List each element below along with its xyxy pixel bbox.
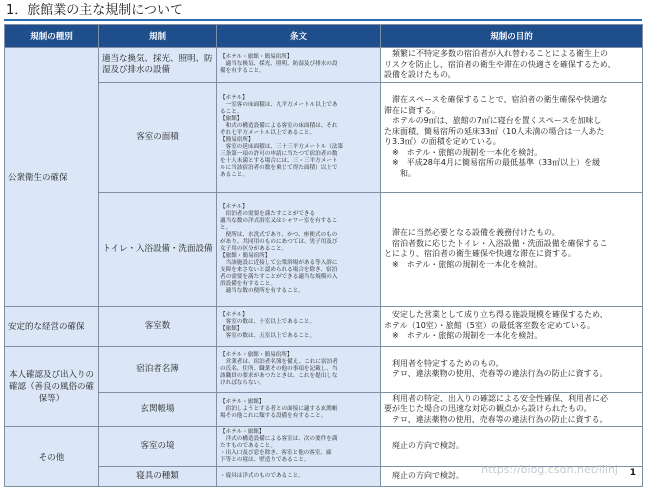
regulation-bath-toilet: トイレ・入浴設備・洗面設備	[99, 192, 217, 306]
page-title: 1．旅館業の主な規制について	[6, 3, 184, 18]
article-line: を十人未満とする場合には、三・三平方メート	[220, 158, 338, 164]
article-line: ること。	[220, 109, 243, 115]
header-category: 規制の種別	[5, 25, 99, 48]
article-line: 支障を来さないと認められる場合を除き、宿泊	[220, 266, 338, 273]
purpose-line: テロ、違法薬物の使用、売春等の違法行為の防止に資する。	[384, 414, 608, 424]
category-other: その他	[5, 427, 99, 487]
article-line: 宿泊しようとする者との面接に適する玄関帳	[220, 405, 338, 412]
article-line: 【ホテル】	[220, 95, 248, 101]
article-line: ぞれ七平方メートル以上であること。	[220, 130, 316, 136]
article-line: 【ホテル】	[220, 312, 248, 318]
article-line: 和式の構造設備による客室の床面積は、それ	[220, 123, 338, 129]
article-line: 洋式の構造設備による客室は、次の要件を満	[220, 436, 338, 442]
article-line: 一室客の床面積は、九平方メートル以上であ	[220, 102, 338, 108]
purpose-cell	[381, 82, 643, 192]
purpose-line: 宿泊者数に応じたトイレ・入浴設備・洗面設備を確保するこ	[384, 238, 608, 248]
purpose-cell	[381, 427, 643, 467]
purpose-cell	[381, 192, 643, 306]
purpose-line: 安定した営業として成り立ち得る施設規模を確保するため、	[384, 310, 608, 320]
purpose-cell	[381, 392, 643, 427]
purpose-line: り3.3㎡）の面積を定めている。	[384, 137, 501, 146]
article-line: 【ホテル・旅館・簡易宿所】	[220, 54, 293, 61]
page-number: 1	[629, 468, 636, 478]
purpose-cell	[381, 48, 643, 83]
purpose-line: ※ ホテル・旅館の規制を一本化を検討。	[384, 147, 543, 157]
purpose-line: 廃止の方向で検討。	[384, 441, 464, 451]
article-line: 適当な数の洋式浴室又はシャワー室を有するこ	[220, 217, 338, 224]
header-regulation: 規制	[99, 25, 217, 48]
purpose-line: 和。	[384, 168, 416, 178]
purpose-line: 利用者を特定するためのもの。	[384, 358, 504, 368]
table-row	[5, 306, 643, 346]
article-line: 【ホテル・旅館】	[220, 429, 265, 435]
purpose-line: 廃止の方向で検討。	[384, 471, 464, 481]
article-line: 該職員の要求があつたときは、これを提出しな	[220, 372, 338, 379]
article-line: 三条第一項の許可の申請に当たつて宿泊者の数	[220, 151, 338, 157]
purpose-line: リスクを防止し、宿泊者の衛生や滞在の快適さを確保するため、	[384, 59, 616, 69]
table-row	[5, 392, 643, 427]
article-line: たすものであること。	[220, 443, 276, 449]
article-line: 【ホテル・旅館】	[220, 398, 265, 405]
article-line: 客室の延床面積は、三十三平方メートル（法第	[220, 144, 344, 150]
purpose-line: 滞在に当然必要となる設備を義務付けたもの。	[384, 228, 560, 237]
watermark-url: https://blog.csdn.net/lilhj	[481, 463, 618, 476]
article-cell	[217, 82, 381, 192]
article-line: 適当な換気、採光、照明、防湿及び排水の設	[220, 61, 338, 68]
article-line: の氏名、住所、職業その他の事項を記載し、当	[220, 365, 338, 372]
purpose-line: た床面積、簡易宿所の延床33㎡（10人未満の場合は一人あた	[384, 126, 605, 136]
article-line: 【旅館・簡易宿所】	[220, 252, 271, 259]
article-cell	[217, 346, 381, 392]
purpose-cell	[381, 346, 643, 392]
article-line: 【旅館】	[220, 326, 243, 332]
article-line: ければならない。	[220, 379, 265, 386]
purpose-line: 設備を設けたもの。	[384, 70, 456, 79]
table-row	[5, 346, 643, 392]
purpose-line: ホテル（10室）・旅館（5室）の最低客室数を定めている。	[384, 320, 595, 330]
table-row	[5, 82, 643, 192]
table-row	[5, 427, 643, 467]
purpose-line: とにより、宿泊者の衛生確保や快適な滞在に資する。	[384, 249, 576, 258]
article-line: 客室の数は、十室以上であること。	[220, 319, 316, 325]
article-line: 【ホテル・旅館・簡易宿所】	[220, 351, 293, 358]
article-line: 浴設備を有すること。	[220, 280, 276, 287]
header-article: 条文	[217, 25, 381, 48]
category-identity: 本人確認及び出入りの確認（善良の風俗の確保等）	[5, 346, 99, 427]
article-cell	[217, 392, 381, 427]
article-line: 備を有すること。	[220, 68, 265, 75]
regulation-room-count: 客室数	[99, 306, 217, 346]
article-line: があり、共同用のものにあつては、男子用及び	[220, 238, 338, 245]
purpose-line: ホテルの9㎡は、旅館の7㎡に寝台を置くスペースを加味し	[384, 116, 602, 125]
article-cell	[217, 427, 381, 467]
article-line: 者の需要を満たすことができる適当な規模の入	[220, 273, 338, 280]
category-hygiene: 公衆衛生の確保	[5, 48, 99, 307]
regulation-table	[4, 24, 643, 487]
article-line: ・出入口及び窓を除き、客室と他の客室、廊	[220, 450, 332, 456]
purpose-line: 滞在スペースを確保することで、宿泊者の衛生確保や快適な	[384, 95, 608, 104]
purpose-line: テロ、違法薬物の使用、売春等の違法行為の防止に資する。	[384, 369, 608, 378]
article-line: 適当な数の便所を有すること。	[220, 287, 304, 294]
article-line: あること。	[220, 172, 248, 178]
purpose-line: 利用者の特定、出入りの確認による安全性確保、利用者に必	[384, 393, 608, 403]
article-line: 下等との境は、壁造りであること。	[220, 457, 310, 463]
article-line: 営業者は、宿泊者名簿を備え、これに宿泊者	[220, 358, 338, 365]
article-line: 【簡易宿所】	[220, 137, 254, 143]
table-row	[5, 192, 643, 306]
category-management: 安定的な経営の確保	[5, 306, 99, 346]
article-cell	[217, 48, 381, 83]
purpose-cell	[381, 306, 643, 346]
article-line: 【旅館】	[220, 116, 243, 122]
article-line: 女子用の区分があること。	[220, 245, 288, 252]
purpose-line: 滞在に資する。	[384, 105, 440, 115]
purpose-line: ※ 平成28年4月に簡易宿所の最低基準（33㎡以上）を緩	[384, 158, 601, 167]
article-cell	[217, 192, 381, 306]
article-line: と。	[220, 224, 232, 231]
article-cell	[217, 306, 381, 346]
purpose-line: ※ ホテル・旅館の規制を一本化を検討。	[384, 331, 543, 341]
header-row	[5, 25, 643, 48]
article-line: ・寝具は洋式のものであること。	[220, 473, 304, 479]
table-row	[5, 48, 643, 83]
article-line: ルに当該宿泊者の数を乗じて得た面積）以上で	[220, 165, 338, 171]
regulation-guest-register: 宿泊者名簿	[99, 346, 217, 392]
regulation-front-desk: 玄関帳場	[99, 392, 217, 427]
regulation-ventilation: 適当な換気、採光、照明、防湿及び排水の設備	[99, 48, 217, 83]
article-line: 【ホテル】	[220, 203, 248, 210]
article-line: 客室の数は、五室以上であること。	[220, 333, 316, 339]
article-line: 便所は、水洗式であり、かつ、座便式のもの	[220, 231, 338, 238]
article-line: 宿泊者の需要を満たすことができる	[220, 210, 316, 217]
regulation-room-area: 客室の面積	[99, 82, 217, 192]
article-line: 場その他これに類する設備を有すること。	[220, 412, 327, 419]
purpose-line: 頻繁に不特定多数の宿泊者が入れ替わることによる衛生上の	[384, 49, 608, 58]
regulation-room-partition: 客室の境	[99, 427, 217, 467]
header-purpose: 規制の目的	[381, 25, 643, 48]
purpose-line: 要が生じた場合の迅速な対応の観点から設けられたもの。	[384, 404, 592, 413]
purpose-line: ※ ホテル・旅館の規制を一本化を検討。	[384, 259, 543, 269]
regulation-bedding: 寝具の種類	[99, 467, 217, 487]
title-underline	[4, 19, 642, 21]
article-line: 当該施設に近接して公衆浴場がある等入浴に	[220, 259, 338, 266]
